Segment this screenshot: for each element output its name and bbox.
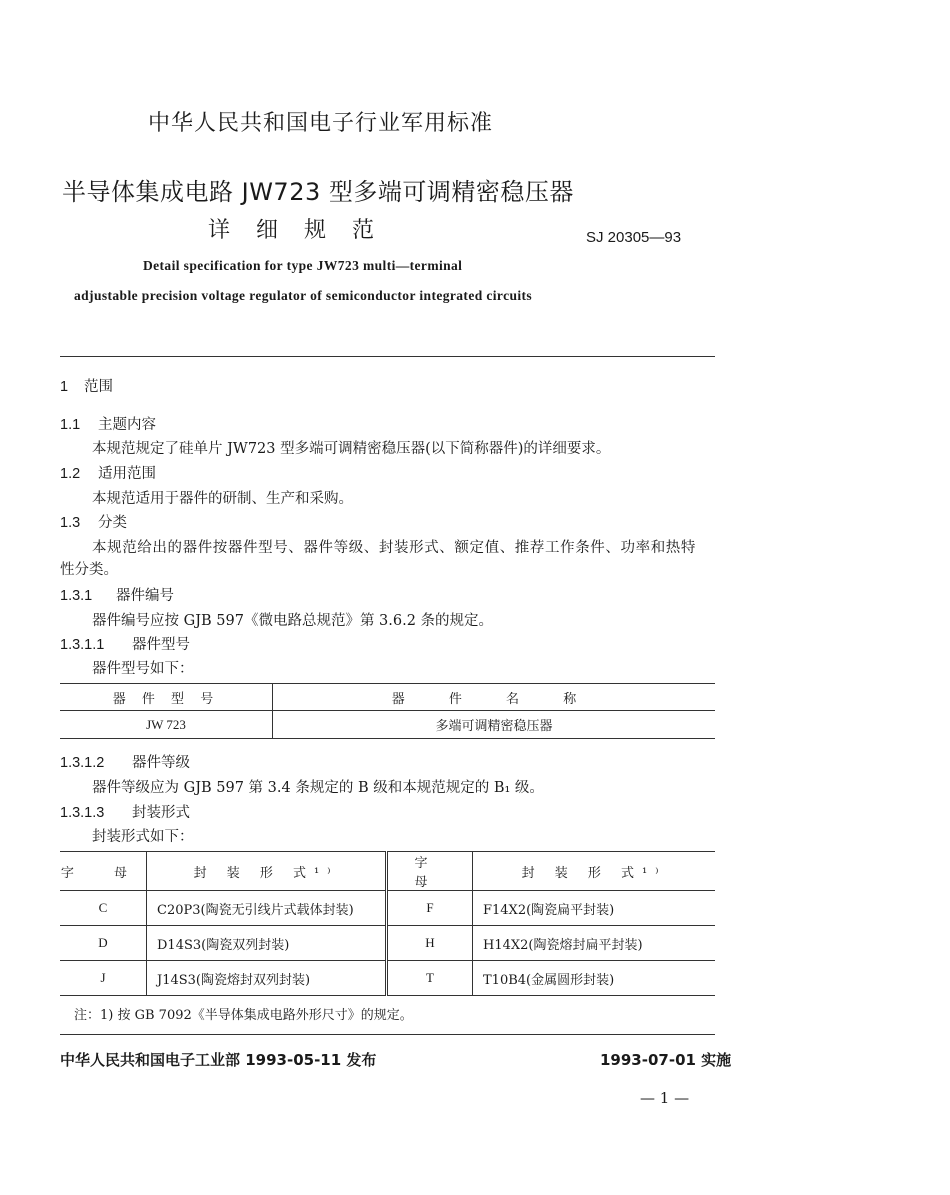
model-table <box>60 683 715 739</box>
table-row <box>60 926 715 961</box>
section-1-3-1-3-text: 封装形式如下： <box>92 829 194 845</box>
section-1-3-1-3-heading: 1.3.1.3 封装形式 <box>60 805 190 821</box>
package-table-header-letter-1: 字 母 <box>60 852 147 891</box>
package-table-header-letter-2: 字 母 <box>387 852 473 891</box>
name-cell: 多端可调精密稳压器 <box>435 719 553 734</box>
title-divider <box>60 356 715 357</box>
section-1-3-1-2-heading: 1.3.1.2 器件等级 <box>60 755 190 771</box>
document-title-en-line2: adjustable precision voltage regulator of semiconductor integrated circuits <box>74 288 533 303</box>
effective-date: 1993-07-01 实施 <box>600 1051 732 1069</box>
table-row <box>60 891 715 926</box>
letter-cell: T <box>387 961 473 996</box>
section-1-3-1-1-heading: 1.3.1.1 器件型号 <box>60 637 190 653</box>
table-row <box>60 961 715 996</box>
package-cell: T10B4(金属圆形封装) <box>483 972 615 988</box>
table-footnote: 注：1) 按 GB 7092《半导体集成电路外形尺寸》的规定。 <box>74 1008 413 1023</box>
package-cell: J14S3(陶瓷熔封双列封装) <box>147 961 387 996</box>
letter-cell: H <box>387 926 473 961</box>
package-table-header-package-1: 封 装 形 式¹⁾ <box>147 852 387 891</box>
document-title-cn: 半导体集成电路 JW723 型多端可调精密稳压器 <box>62 178 574 206</box>
section-1-2-text: 本规范适用于器件的研制、生产和采购。 <box>92 491 353 507</box>
document-title-en-line1: Detail specification for type JW723 multi—terminal <box>143 258 463 273</box>
letter-cell: D <box>60 926 147 961</box>
package-table <box>60 851 715 996</box>
letter-cell: F <box>387 891 473 926</box>
issuer-statement: 中华人民共和国电子工业部 1993-05-11 发布 <box>60 1051 377 1069</box>
package-cell: D14S3(陶瓷双列封装) <box>147 926 387 961</box>
letter-cell: J <box>60 961 147 996</box>
section-1-1-text: 本规范规定了硅单片 JW723 型多端可调精密稳压器(以下简称器件)的详细要求。 <box>92 441 611 457</box>
page-number: — 1 — <box>640 1089 690 1107</box>
section-1-3-1-text: 器件编号应按 GJB 597《微电路总规范》第 3.6.2 条的规定。 <box>92 613 494 629</box>
package-cell: C20P3(陶瓷无引线片式载体封装) <box>147 891 387 926</box>
model-table-header-model: 器 件 型 号 <box>60 684 273 711</box>
package-table-header-row <box>60 852 715 891</box>
section-1-1-heading: 1.1 主题内容 <box>60 417 156 433</box>
section-1-2-heading: 1.2 适用范围 <box>60 466 156 482</box>
model-table-header-name: 器 件 名 称 <box>391 691 597 707</box>
package-cell: H14X2(陶瓷熔封扁平封装) <box>483 937 643 953</box>
standard-category-header: 中华人民共和国电子行业军用标准 <box>148 111 494 136</box>
table-row <box>60 711 715 739</box>
section-1-3-heading: 1.3 分类 <box>60 515 127 531</box>
section-1-heading: 1 范围 <box>60 379 113 395</box>
section-1-3-1-2-text: 器件等级应为 GJB 597 第 3.4 条规定的 B 级和本规范规定的 B₁ 级。 <box>92 780 544 796</box>
section-1-3-1-heading: 1.3.1 器件编号 <box>60 588 174 604</box>
section-1-3-text-line2: 性分类。 <box>60 562 118 578</box>
section-1-3-1-1-text: 器件型号如下： <box>92 661 194 677</box>
section-1-3-text-line1: 本规范给出的器件按器件型号、器件等级、封装形式、额定值、推荐工作条件、功率和热特 <box>92 540 696 556</box>
package-cell: F14X2(陶瓷扁平封装) <box>483 902 615 918</box>
document-subtitle-cn: 详细规范 <box>208 218 401 243</box>
footer-divider <box>60 1034 715 1035</box>
package-table-header-package-2: 封 装 形 式¹⁾ <box>521 865 667 881</box>
model-cell: JW 723 <box>60 711 273 739</box>
letter-cell: C <box>60 891 147 926</box>
standard-number: SJ 20305—93 <box>586 229 682 246</box>
model-table-header-row <box>60 684 715 711</box>
